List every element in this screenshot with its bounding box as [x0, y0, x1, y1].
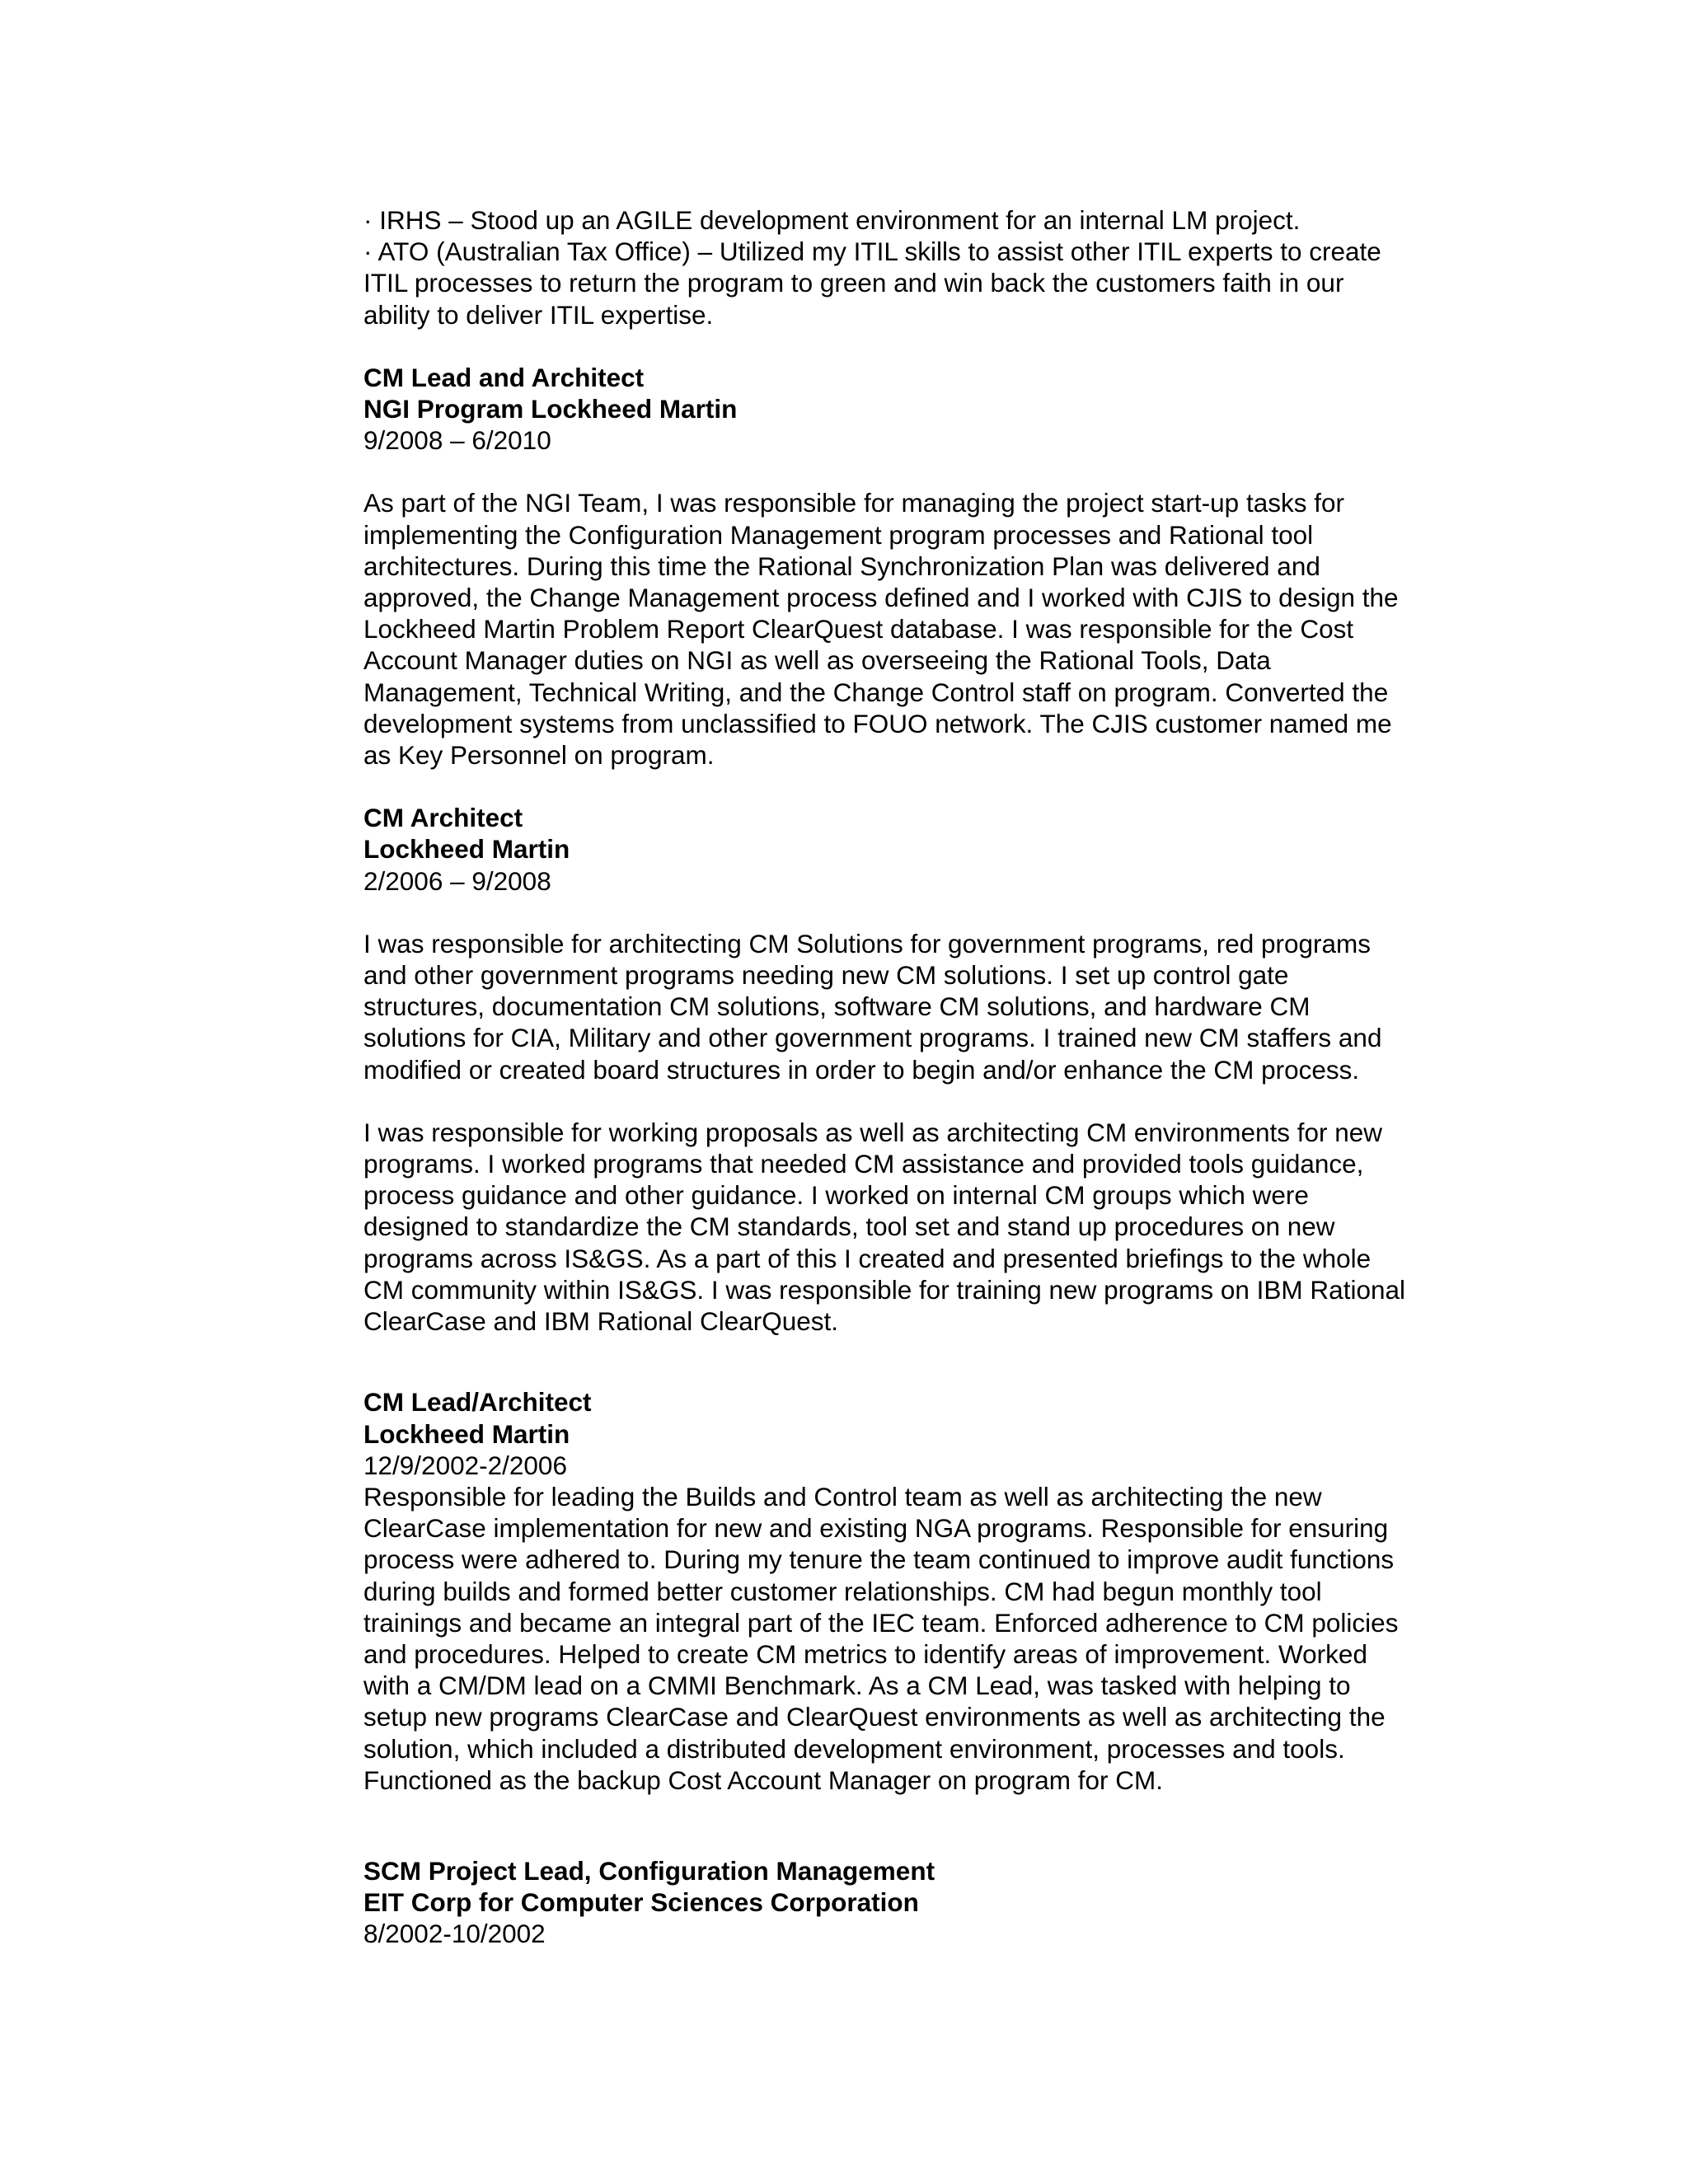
paragraph-line: Functioned as the backup Cost Account Manager on program for CM.	[363, 1765, 1164, 1795]
paragraph-line: architectures. During this time the Rational Synchronization Plan was delivered and	[363, 551, 1320, 581]
paragraph-line: I was responsible for working proposals as well as architecting CM environments for new	[363, 1117, 1383, 1147]
job-dates: 9/2008 – 6/2010	[363, 425, 551, 456]
job-paragraph	[363, 487, 1451, 771]
paragraph-line: structures, documentation CM solutions, software CM solutions, and hardware CM	[363, 991, 1311, 1022]
job-employer: EIT Corp for Computer Sciences Corporation	[363, 1887, 919, 1918]
paragraph-line: solution, which included a distributed development environment, processes and tools.	[363, 1733, 1345, 1764]
bullet-line: · IRHS – Stood up an AGILE development environment for an internal LM project.	[363, 205, 1301, 235]
bullet-line: · ATO (Australian Tax Office) – Utilized my ITIL skills to assist other ITIL experts to create	[363, 237, 1381, 267]
bullet-item	[363, 204, 1451, 236]
paragraph-line: implementing the Configuration Management program processes and Rational tool	[363, 519, 1314, 550]
job-entry	[363, 1386, 1451, 1796]
paragraph-line: Responsible for leading the Builds and Control team as well as architecting the new	[363, 1481, 1322, 1511]
paragraph-line: Management, Technical Writing, and the Change Control staff on program. Converted the	[363, 677, 1389, 707]
paragraph-line: modified or created board structures in order to begin and/or enhance the CM process.	[363, 1054, 1360, 1085]
job-dates: 2/2006 – 9/2008	[363, 865, 551, 896]
paragraph-line: Lockheed Martin Problem Report ClearQuest database. I was responsible for the Cost	[363, 614, 1354, 644]
paragraph-line: during builds and formed better customer relationships. CM had begun monthly tool	[363, 1576, 1322, 1606]
job-title: CM Lead/Architect	[363, 1387, 592, 1418]
paragraph-line: process were adhered to. During my tenure the team continued to improve audit functions	[363, 1544, 1395, 1575]
job-employer: Lockheed Martin	[363, 1418, 570, 1449]
paragraph-line: programs across IS&GS. As a part of this I created and presented briefings to the whole	[363, 1243, 1372, 1273]
job-entry	[363, 362, 1451, 771]
paragraph-line: approved, the Change Management process defined and I worked with CJIS to design the	[363, 583, 1399, 613]
paragraph-line: and procedures. Helped to create CM metrics to identify areas of improvement. Worked	[363, 1638, 1367, 1669]
bullet-line: ability to deliver ITIL expertise.	[363, 299, 714, 330]
job-title: CM Architect	[363, 803, 523, 833]
paragraph-line: designed to standardize the CM standards, tool set and stand up procedures on new	[363, 1212, 1335, 1242]
paragraph-line: programs. I worked programs that needed CM assistance and provided tools guidance,	[363, 1149, 1364, 1179]
paragraph-line: trainings and became an integral part of the IEC team. Enforced adherence to CM policies	[363, 1607, 1399, 1638]
paragraph-line: solutions for CIA, Military and other government programs. I trained new CM staffers and	[363, 1023, 1382, 1053]
bullet-item	[363, 236, 1451, 330]
job-title: SCM Project Lead, Configuration Management	[363, 1855, 935, 1886]
paragraph-line: as Key Personnel on program.	[363, 740, 715, 771]
job-employer: NGI Program Lockheed Martin	[363, 394, 738, 424]
paragraph-line: CM community within IS&GS. I was responsible for training new programs on IBM Rational	[363, 1274, 1405, 1305]
job-entry	[363, 802, 1451, 1337]
paragraph-line: ClearCase and IBM Rational ClearQuest.	[363, 1306, 839, 1337]
paragraph-line: with a CM/DM lead on a CMMI Benchmark. As a CM Lead, was tasked with helping to	[363, 1671, 1351, 1701]
paragraph-line: setup new programs ClearCase and ClearQuest environments as well as architecting the	[363, 1702, 1386, 1732]
job-paragraph	[363, 1481, 1451, 1796]
job-paragraph	[363, 928, 1451, 1085]
resume-page	[363, 204, 1451, 1950]
paragraph-line: As part of the NGI Team, I was responsible for managing the project start-up tasks for	[363, 488, 1344, 518]
paragraph-line: development systems from unclassified to FOUO network. The CJIS customer named me	[363, 708, 1392, 738]
job-title: CM Lead and Architect	[363, 362, 645, 392]
job-dates: 12/9/2002-2/2006	[363, 1450, 567, 1480]
job-paragraph	[363, 1117, 1451, 1337]
paragraph-line: ClearCase implementation for new and existing NGA programs. Responsible for ensuring	[363, 1513, 1389, 1544]
paragraph-line: I was responsible for architecting CM Solutions for government programs, red programs	[363, 928, 1372, 958]
paragraph-line: process guidance and other guidance. I worked on internal CM groups which were	[363, 1180, 1309, 1211]
job-dates: 8/2002-10/2002	[363, 1919, 546, 1949]
job-entry	[363, 1855, 1451, 1950]
paragraph-line: Account Manager duties on NGI as well as overseeing the Rational Tools, Data	[363, 645, 1271, 676]
paragraph-line: and other government programs needing new CM solutions. I set up control gate	[363, 960, 1289, 991]
job-employer: Lockheed Martin	[363, 834, 570, 865]
bullet-line: ITIL processes to return the program to green and win back the customers faith in our	[363, 268, 1344, 298]
